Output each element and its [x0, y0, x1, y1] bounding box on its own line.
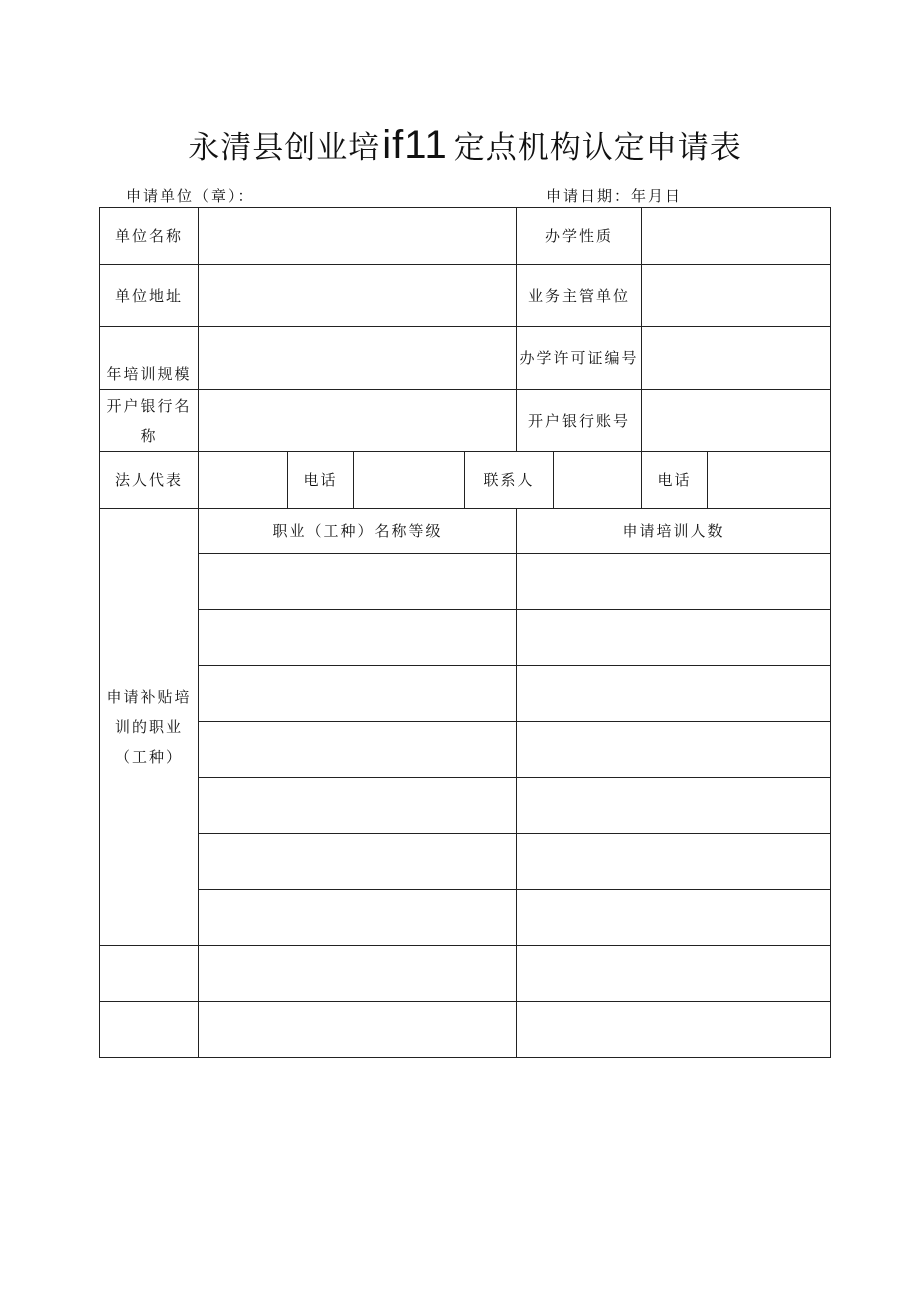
contact-value[interactable]	[554, 452, 642, 509]
date-label: 申请日期：年月日	[546, 187, 683, 205]
form-title	[0, 122, 920, 168]
extra-count-cell[interactable]	[517, 1002, 831, 1058]
occupation-name-cell[interactable]	[199, 554, 517, 610]
unit-name-value[interactable]	[199, 208, 517, 265]
license-no-value[interactable]	[642, 327, 831, 390]
trainee-count-cell[interactable]	[517, 666, 831, 722]
row-annual-scale	[100, 327, 831, 390]
trainee-count-cell[interactable]	[517, 834, 831, 890]
annual-scale-label: 年培训规模	[100, 327, 199, 390]
title-part-1: 永清县创业培	[188, 130, 381, 166]
unit-address-value[interactable]	[199, 265, 517, 327]
occupation-name-cell[interactable]	[199, 722, 517, 778]
unit-address-label: 单位地址	[100, 265, 199, 327]
occupation-name-cell[interactable]	[199, 834, 517, 890]
title-part-2: if11	[382, 123, 448, 167]
supervisor-value[interactable]	[642, 265, 831, 327]
bank-account-label: 开户银行账号	[517, 390, 642, 452]
title-part-3: 定点机构认定申请表	[453, 130, 742, 166]
school-nature-value[interactable]	[642, 208, 831, 265]
row-unit-address	[100, 265, 831, 327]
extra-count-cell[interactable]	[517, 946, 831, 1002]
table-row	[100, 554, 831, 610]
legal-rep-label: 法人代表	[100, 452, 199, 509]
phone1-label: 电话	[288, 452, 354, 509]
table-row	[100, 778, 831, 834]
table-row	[100, 722, 831, 778]
trainee-count-cell[interactable]	[517, 778, 831, 834]
occupation-name-header: 职业（工种）名称等级	[199, 509, 517, 554]
table-row	[100, 890, 831, 946]
license-no-label: 办学许可证编号	[517, 327, 642, 390]
occupation-name-cell[interactable]	[199, 610, 517, 666]
table-row	[100, 946, 831, 1002]
trainee-count-cell[interactable]	[517, 890, 831, 946]
occupation-name-cell[interactable]	[199, 778, 517, 834]
phone2-label: 电话	[642, 452, 708, 509]
row-legal-rep	[100, 452, 831, 509]
extra-label-cell[interactable]	[100, 1002, 199, 1058]
supervisor-label: 业务主管单位	[517, 265, 642, 327]
application-form-table	[99, 207, 831, 1058]
trainee-count-cell[interactable]	[517, 610, 831, 666]
annual-scale-value[interactable]	[199, 327, 517, 390]
bank-account-value[interactable]	[642, 390, 831, 452]
occupation-name-cell[interactable]	[199, 890, 517, 946]
bank-name-value[interactable]	[199, 390, 517, 452]
row-unit-name	[100, 208, 831, 265]
contact-label: 联系人	[465, 452, 554, 509]
trainee-count-cell[interactable]	[517, 722, 831, 778]
occupation-section-label: 申请补贴培训的职业（工种）	[100, 509, 199, 946]
bank-name-label: 开户银行名称	[100, 390, 199, 452]
trainee-count-cell[interactable]	[517, 554, 831, 610]
extra-value-cell[interactable]	[199, 1002, 517, 1058]
unit-name-label: 单位名称	[100, 208, 199, 265]
trainee-count-header: 申请培训人数	[517, 509, 831, 554]
extra-value-cell[interactable]	[199, 946, 517, 1002]
phone1-value[interactable]	[354, 452, 465, 509]
applicant-label: 申请单位（章）：	[126, 187, 255, 205]
phone2-value[interactable]	[708, 452, 831, 509]
table-row	[100, 666, 831, 722]
row-occupation-header	[100, 509, 831, 554]
table-row	[100, 834, 831, 890]
legal-rep-value[interactable]	[199, 452, 288, 509]
extra-label-cell[interactable]	[100, 946, 199, 1002]
row-bank	[100, 390, 831, 452]
table-row	[100, 1002, 831, 1058]
table-row	[100, 610, 831, 666]
occupation-name-cell[interactable]	[199, 666, 517, 722]
school-nature-label: 办学性质	[517, 208, 642, 265]
